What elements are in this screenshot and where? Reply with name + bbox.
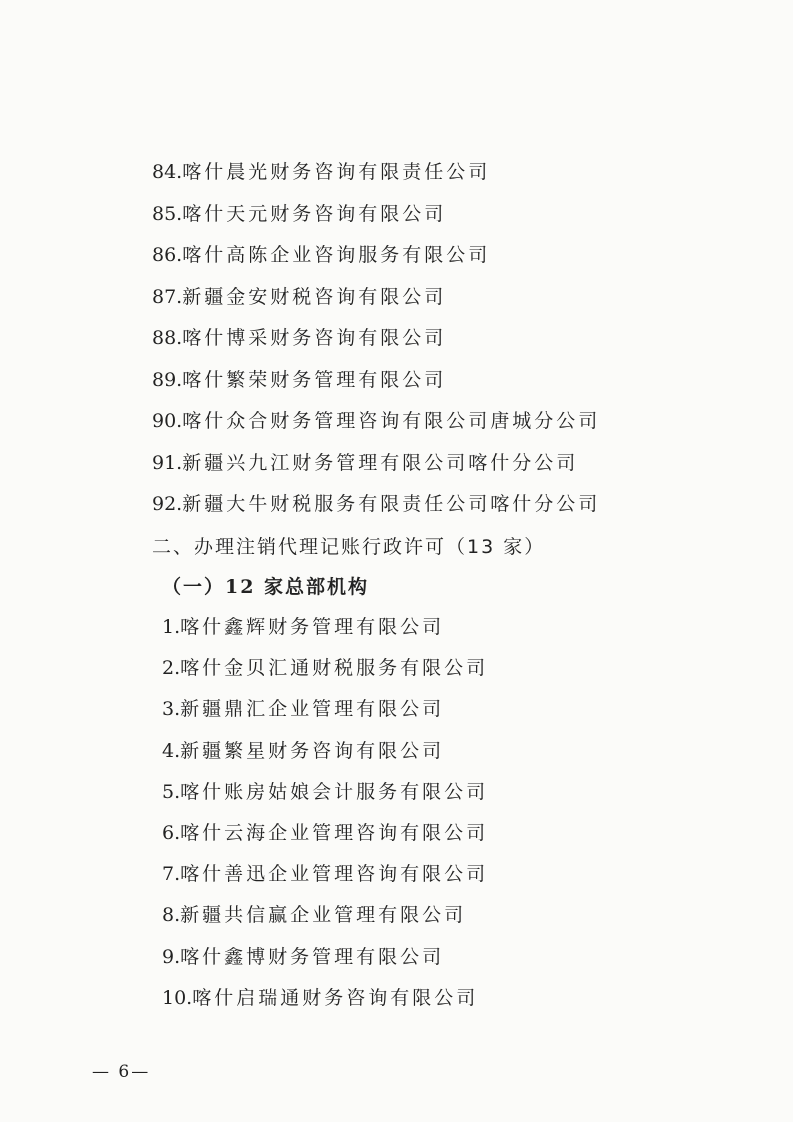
list-item [162, 937, 762, 978]
company-name: 新疆金安财税咨询有限公司 [182, 285, 447, 308]
list-item [162, 813, 762, 854]
sub-heading: （一）12 家总部机构 [162, 576, 370, 598]
company-name: 新疆兴九江财务管理有限公司喀什分公司 [182, 451, 579, 474]
company-name: 喀什金贝汇通财税服务有限公司 [180, 657, 489, 680]
headquarters-company-list [162, 607, 762, 1019]
list-item [162, 772, 762, 813]
item-number: 89. [152, 368, 183, 391]
item-number: 9. [162, 945, 181, 968]
company-name: 喀什启瑞通财务咨询有限公司 [192, 986, 479, 1009]
item-number: 8. [162, 904, 181, 927]
list-item [162, 648, 762, 689]
item-number: 5. [162, 780, 181, 803]
list-item [152, 443, 752, 485]
company-name: 喀什账房姑娘会计服务有限公司 [180, 780, 489, 803]
item-number: 3. [162, 698, 181, 721]
list-item [152, 152, 752, 194]
company-name: 新疆大牛财税服务有限责任公司喀什分公司 [182, 493, 601, 515]
list-item [152, 360, 752, 402]
list-item [152, 484, 752, 526]
list-item [152, 235, 752, 277]
company-name: 喀什天元财务咨询有限公司 [182, 202, 447, 225]
company-name: 喀什博采财务咨询有限公司 [182, 327, 447, 349]
item-number: 85. [152, 202, 183, 225]
item-number: 7. [162, 863, 181, 886]
item-number: 10. [162, 986, 193, 1009]
list-item [152, 318, 752, 360]
section-heading: 二、办理注销代理记账行政许可（13 家） [152, 536, 546, 558]
company-name: 新疆繁星财务咨询有限公司 [180, 739, 445, 762]
list-item [162, 689, 762, 730]
list-item [152, 277, 752, 319]
company-name: 喀什繁荣财务管理有限公司 [182, 368, 447, 391]
item-number: 6. [162, 821, 181, 844]
company-name: 新疆共信赢企业管理有限公司 [180, 904, 467, 927]
item-number: 1. [162, 616, 181, 638]
company-name: 喀什鑫博财务管理有限公司 [180, 945, 445, 968]
company-name: 喀什善迅企业管理咨询有限公司 [180, 863, 489, 886]
company-name: 喀什众合财务管理咨询有限公司唐城分公司 [182, 410, 601, 432]
list-item [152, 401, 752, 443]
list-item [162, 607, 762, 648]
list-item [162, 731, 762, 772]
company-name: 喀什晨光财务咨询有限责任公司 [182, 161, 491, 183]
list-item [162, 978, 762, 1019]
item-number: 86. [152, 244, 183, 266]
company-name: 喀什鑫辉财务管理有限公司 [180, 616, 445, 638]
item-number: 90. [152, 410, 183, 432]
item-number: 2. [162, 657, 181, 680]
list-item [162, 895, 762, 936]
list-item [152, 194, 752, 236]
item-number: 87. [152, 285, 183, 308]
item-number: 88. [152, 327, 183, 349]
list-item [162, 854, 762, 895]
item-number: 4. [162, 739, 181, 762]
item-number: 91. [152, 451, 183, 474]
item-number: 84. [152, 161, 183, 183]
company-name: 喀什云海企业管理咨询有限公司 [180, 821, 489, 844]
item-number: 92. [152, 493, 183, 515]
page-number: — 6— [92, 1062, 151, 1082]
continued-company-list [152, 152, 752, 526]
company-name: 新疆鼎汇企业管理有限公司 [180, 698, 445, 721]
company-name: 喀什高陈企业咨询服务有限公司 [182, 244, 491, 266]
